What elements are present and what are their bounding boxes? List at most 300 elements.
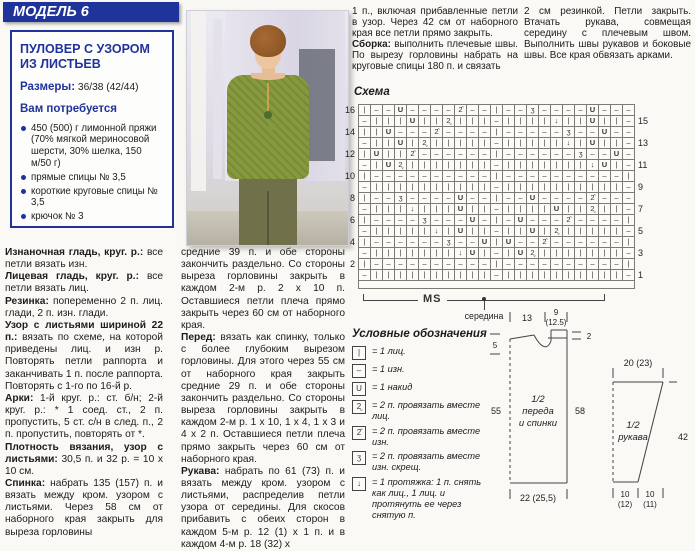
chart-cell: | — [407, 270, 419, 281]
chart-cell: 2̬ — [587, 204, 599, 215]
chart-cell: | — [371, 270, 383, 281]
chart-cell: | — [431, 160, 443, 171]
chart-cell: | — [503, 248, 515, 259]
chart-cell: U — [587, 105, 599, 116]
chart-cell: | — [371, 138, 383, 149]
chart-cell: | — [515, 160, 527, 171]
chart-cell: | — [503, 226, 515, 237]
body-bottom-measure: 22 (25,5) — [519, 493, 557, 503]
chart-cell: – — [503, 193, 515, 204]
chart-cell: – — [395, 171, 407, 182]
chart-cell: | — [539, 204, 551, 215]
body-neck-measure-alt: (12.5) — [545, 318, 567, 327]
chart-cell: – — [527, 171, 539, 182]
sleeve-bottom-outer-measure: 10 — [645, 490, 655, 499]
chart-cell: | — [443, 138, 455, 149]
pattern-paragraph: Изнаночная гладь, круг. р.: все петли вязать изн. — [5, 247, 163, 271]
sleeve-bottom-inner-measure: (12) — [617, 500, 633, 509]
chart-cell: 2̬ — [395, 160, 407, 171]
chart-cell: | — [467, 116, 479, 127]
chart-row — [336, 138, 657, 149]
chart-cell: – — [491, 182, 503, 193]
sleeve-piece-label: рукава — [618, 432, 648, 443]
chart-cell: – — [359, 270, 371, 281]
chart-row-number-left — [336, 204, 359, 215]
paragraph-lead: Лицевая гладь, круг. р.: — [5, 271, 147, 283]
chart-cell: – — [443, 215, 455, 226]
chart-cell: | — [419, 204, 431, 215]
chart-cell: | — [491, 259, 503, 270]
chart-row-number-right — [635, 127, 658, 138]
chart-row-number-left: 10 — [344, 171, 355, 181]
chart-cell: – — [623, 116, 635, 127]
chart-cell: – — [383, 193, 395, 204]
chart-cell: – — [467, 171, 479, 182]
chart-cell: – — [539, 259, 551, 270]
legend-label: = 1 изн. — [372, 364, 405, 374]
chart-cell: – — [407, 259, 419, 270]
chart-cell: – — [539, 149, 551, 160]
chart-cell: | — [479, 182, 491, 193]
chart-cell: | — [443, 182, 455, 193]
chart-row-number-left — [336, 160, 359, 171]
chart-cell: | — [539, 160, 551, 171]
body-shoulder-measure: 13 — [521, 313, 533, 323]
chart-cell: – — [575, 215, 587, 226]
chart-cell: – — [371, 215, 383, 226]
chart-cell: – — [539, 215, 551, 226]
chart-row — [336, 182, 657, 193]
body-piece-label: переда — [522, 406, 554, 417]
legend-label: = 2 п. провязать вместе лиц. — [372, 400, 481, 421]
chart-cell: | — [395, 116, 407, 127]
legend-label: = 2 п. провязать вместе изн. скрещ. — [372, 451, 481, 473]
chart-cell: – — [443, 259, 455, 270]
model-necklace — [267, 83, 269, 113]
chart-row — [336, 226, 657, 237]
chart-cell: – — [479, 127, 491, 138]
chart-cell: | — [419, 248, 431, 259]
chart-cell: – — [515, 193, 527, 204]
pattern-paragraph: Узор с листьями шириной 22 п.: вязать по схеме, на которой приведены лиц. и изн р. Повторять петли раппорта и заканчивать 1 п. после раппорта. Повторять с 1-го по 16-й р. — [5, 319, 163, 392]
chart-cell: | — [515, 204, 527, 215]
chart-row-number-right: 13 — [638, 138, 649, 148]
chart-cell: – — [575, 193, 587, 204]
chart-row — [336, 127, 657, 138]
sleeve-piece-label: 1/2 — [626, 420, 640, 431]
body-right-measure: 58 — [574, 406, 586, 416]
chart-cell: – — [407, 105, 419, 116]
pattern-paragraph: Резинка: попеременно 2 п. лиц. глади, 2 п. изн. глади. — [5, 295, 163, 319]
chart-cell: | — [371, 116, 383, 127]
chart-cell: | — [491, 149, 503, 160]
chart-cell: – — [491, 138, 503, 149]
chart-row-number-right: 1 — [638, 270, 644, 280]
chart-cell: – — [515, 149, 527, 160]
chart-cell: | — [503, 182, 515, 193]
chart-cell: – — [611, 237, 623, 248]
chart-cell: – — [599, 215, 611, 226]
chart-cell: | — [431, 204, 443, 215]
chart-cell: | — [443, 248, 455, 259]
pattern-paragraph: Рукава: набрать по 61 (73) п. и вязать между кром. узором с листьями, распределив петли узора от середины. Для скосов прибавить с обеих сторон в каждом 5-м р. 12 (1) х 1 п. и в каждом 4-м р. 18 (32) х — [181, 465, 346, 550]
chart-cell: – — [359, 138, 371, 149]
body-left-measure: 55 — [490, 406, 502, 416]
chart-cell: 2̂ — [407, 149, 419, 160]
chart-cell: | — [359, 193, 371, 204]
chart-cell: – — [359, 204, 371, 215]
knitting-chart — [336, 104, 657, 289]
chart-cell: | — [563, 160, 575, 171]
chart-row-number-left: 8 — [349, 193, 355, 203]
chart-cell: | — [491, 215, 503, 226]
chart-row-number-left: 16 — [344, 105, 355, 115]
chart-cell: U — [395, 138, 407, 149]
chart-cell: | — [563, 116, 575, 127]
chart-cell: – — [587, 259, 599, 270]
chart-cell: – — [395, 215, 407, 226]
chart-cell: | — [491, 237, 503, 248]
chart-cell: | — [539, 116, 551, 127]
chart-cell: U — [455, 226, 467, 237]
legend-label: = 2 п. провязать вместе изн. — [372, 425, 481, 447]
chart-cell: – — [611, 259, 623, 270]
sleeve-top-measure: 20 (23) — [623, 358, 653, 368]
chart-cell: | — [623, 237, 635, 248]
chart-cell: – — [419, 171, 431, 182]
chart-cell: U — [515, 248, 527, 259]
chart-row-number-right — [635, 259, 658, 270]
chart-row-number-left: 2 — [349, 259, 355, 269]
bullet-icon — [21, 189, 26, 194]
pattern-paragraph: средние 39 п. и обе стороны закончить раздельно. Со стороны выреза горловины закрыть в каждом 2-м р. 2 х 10 п. Оставшиеся петли плеча прямо закрыть через 60 см от наборного края. — [181, 247, 345, 331]
chart-cell: | — [575, 160, 587, 171]
body-piece-label: и спинки — [518, 418, 558, 429]
center-marker-line — [484, 301, 485, 310]
chart-cell: – — [623, 127, 635, 138]
chart-cell: | — [599, 248, 611, 259]
chart-cell: – — [371, 193, 383, 204]
chart-cell: – — [563, 259, 575, 270]
chart-cell: | — [383, 182, 395, 193]
pattern-title: ПУЛОВЕР С УЗОРОМ ИЗ ЛИСТЬЕВ — [20, 42, 150, 71]
chart-cell: | — [419, 270, 431, 281]
chart-cell: | — [611, 270, 623, 281]
chart-cell: | — [551, 182, 563, 193]
chart-row-number-right: 9 — [638, 182, 644, 192]
chart-cell: – — [383, 105, 395, 116]
chart-cell: ↓ — [587, 160, 599, 171]
chart-cell: ↓ — [431, 226, 443, 237]
chart-cell: | — [383, 116, 395, 127]
chart-cell: | — [371, 182, 383, 193]
chart-cell: – — [407, 193, 419, 204]
materials-list — [20, 123, 164, 224]
paragraph-lead: Рукава: — [181, 465, 225, 477]
chart-cell: U — [455, 204, 467, 215]
chart-row-number-left — [336, 248, 359, 259]
chart-cell: – — [599, 237, 611, 248]
chart-row-number-left: 12 — [344, 149, 355, 159]
pattern-paragraph: Спинка: набрать 135 (157) п. и вязать между кром. узором с листьями. Через 58 см от наборного края закрыть для выреза горловины — [5, 477, 163, 538]
chart-row-number-left — [336, 116, 359, 127]
chart-cell: | — [371, 127, 383, 138]
chart-cell: ʒ — [563, 127, 575, 138]
chart-cell: | — [395, 248, 407, 259]
chart-cell: | — [575, 248, 587, 259]
chart-cell: – — [611, 105, 623, 116]
chart-cell: | — [611, 160, 623, 171]
chart-cell: – — [383, 237, 395, 248]
chart-cell: | — [503, 160, 515, 171]
chart-cell: – — [623, 248, 635, 259]
chart-row — [336, 270, 657, 281]
chart-cell: U — [611, 149, 623, 160]
chart-cell: – — [431, 237, 443, 248]
pattern-paragraph: Сборка: выполнить плечевые швы. По вырезу горловины набрать на круговые спицы 180 п. и связать — [352, 39, 518, 72]
model-necklace-pendant — [264, 111, 272, 119]
chart-cell: – — [611, 215, 623, 226]
chart-cell: | — [539, 248, 551, 259]
chart-cell: | — [467, 226, 479, 237]
chart-cell: 2̂ — [587, 193, 599, 204]
chart-row-number-left — [336, 270, 359, 281]
chart-cell: | — [539, 226, 551, 237]
chart-cell: 2̂ — [539, 237, 551, 248]
chart-cell: – — [443, 193, 455, 204]
chart-cell: – — [455, 237, 467, 248]
chart-cell: 2̬ — [527, 248, 539, 259]
chart-row-number-right — [635, 105, 658, 116]
chart-cell: – — [563, 193, 575, 204]
legend-symbol-icon: 2̂ — [352, 426, 366, 440]
chart-cell: U — [587, 138, 599, 149]
chart-cell: – — [503, 127, 515, 138]
chart-cell: – — [575, 171, 587, 182]
chart-row-number-right — [635, 149, 658, 160]
chart-cell: – — [539, 193, 551, 204]
chart-cell: – — [467, 149, 479, 160]
chart-cell: – — [443, 149, 455, 160]
chart-cell: – — [407, 215, 419, 226]
chart-cell: U — [467, 215, 479, 226]
chart-cell: – — [551, 215, 563, 226]
chart-cell: | — [623, 259, 635, 270]
chart-cell: – — [599, 193, 611, 204]
pattern-paragraph: Арки: 1-й круг. р.: ст. б/н; 2-й круг. р.: * 1 соед. ст., 2 п. пропустить, 5 ст. с/н в след. п., 2 п. пропустить, повторять от *. — [5, 392, 163, 441]
chart-cell: – — [491, 226, 503, 237]
storefront-pillar — [213, 19, 222, 179]
chart-cell: | — [575, 116, 587, 127]
chart-cell: – — [359, 182, 371, 193]
chart-cell: | — [431, 248, 443, 259]
text-column-1 — [5, 247, 163, 539]
chart-cell: | — [551, 160, 563, 171]
chart-row-number-right: 7 — [638, 204, 644, 214]
legend-symbol-icon: U — [352, 382, 366, 396]
chart-cell: – — [407, 171, 419, 182]
chart-cell: | — [479, 226, 491, 237]
chart-cell: 2̂ — [563, 215, 575, 226]
materials-heading: Вам потребуется — [20, 102, 118, 115]
chart-cell: | — [359, 105, 371, 116]
ms-bracket-tick — [604, 294, 605, 301]
material-item: прямые спицы № 3,5 — [20, 172, 164, 184]
body-band-measure: 2 — [586, 332, 592, 341]
chart-cell: 2̬ — [443, 116, 455, 127]
chart-cell: – — [443, 127, 455, 138]
chart-cell: U — [383, 127, 395, 138]
chart-cell: | — [383, 204, 395, 215]
chart-cell: – — [491, 204, 503, 215]
bullet-icon — [21, 214, 26, 219]
ms-label: MS — [418, 293, 447, 305]
chart-cell: – — [491, 248, 503, 259]
legend-item — [352, 400, 494, 422]
chart-cell: | — [527, 204, 539, 215]
chart-cell: | — [575, 270, 587, 281]
chart-cell: – — [503, 149, 515, 160]
chart-cell: U — [551, 204, 563, 215]
chart-cell: | — [455, 116, 467, 127]
chart-cell: | — [551, 138, 563, 149]
material-item: крючок № 3 — [20, 211, 164, 223]
chart-grid — [336, 105, 657, 289]
chart-cell: | — [371, 226, 383, 237]
body-neckdrop-measure: 5 — [492, 341, 498, 350]
chart-cell: | — [467, 270, 479, 281]
chart-cell: ↓ — [455, 248, 467, 259]
legend-symbol-icon: ↓ — [352, 477, 366, 491]
chart-cell: | — [467, 160, 479, 171]
chart-cell: | — [479, 270, 491, 281]
paragraph-lead: Спинка: — [5, 477, 51, 489]
chart-cell: | — [599, 138, 611, 149]
chart-cell: U — [503, 237, 515, 248]
chart-cell: – — [623, 270, 635, 281]
chart-cell: | — [575, 182, 587, 193]
chart-cell: – — [587, 149, 599, 160]
chart-cell: ʒ — [419, 215, 431, 226]
chart-cell: | — [611, 204, 623, 215]
chart-cell: | — [515, 182, 527, 193]
chart-row — [336, 149, 657, 160]
chart-cell: ʒ — [527, 105, 539, 116]
chart-cell: | — [443, 226, 455, 237]
chart-cell: – — [467, 105, 479, 116]
chart-cell: – — [551, 105, 563, 116]
chart-cell: | — [587, 182, 599, 193]
chart-cell: – — [455, 171, 467, 182]
chart-cell: – — [479, 105, 491, 116]
chart-row-number-right — [635, 237, 658, 248]
chart-cell: | — [431, 116, 443, 127]
chart-cell: | — [359, 237, 371, 248]
chart-cell: | — [527, 160, 539, 171]
storefront-pillar — [191, 11, 206, 191]
chart-cell: – — [479, 259, 491, 270]
chart-cell: | — [611, 138, 623, 149]
chart-cell: | — [563, 226, 575, 237]
chart-cell: – — [515, 259, 527, 270]
chart-cell: | — [599, 204, 611, 215]
chart-cell: – — [551, 171, 563, 182]
model-necklace-pendant — [269, 123, 276, 130]
chart-cell: – — [575, 259, 587, 270]
chart-cell: | — [431, 270, 443, 281]
chart-cell: | — [395, 182, 407, 193]
chart-cell: – — [491, 116, 503, 127]
chart-cell: – — [443, 171, 455, 182]
chart-cell: – — [527, 127, 539, 138]
chart-cell: U — [587, 116, 599, 127]
chart-row-number-left: 6 — [349, 215, 355, 225]
chart-cell: – — [491, 160, 503, 171]
chart-cell: – — [551, 259, 563, 270]
chart-cell: – — [623, 226, 635, 237]
chart-cell: – — [599, 171, 611, 182]
chart-cell: – — [539, 105, 551, 116]
chart-cell: | — [383, 270, 395, 281]
material-item: 450 (500) г лимонной пряжи (70% мягкой мериносовой шерсти, 30% шелка, 150 м/50 г) — [20, 123, 164, 170]
chart-row — [336, 116, 657, 127]
legend-symbol-icon: | — [352, 346, 366, 360]
chart-cell: | — [491, 171, 503, 182]
chart-cell: – — [563, 171, 575, 182]
chart-cell: – — [431, 193, 443, 204]
text-column-3 — [352, 6, 518, 72]
chart-cell: – — [587, 237, 599, 248]
chart-cell: | — [383, 248, 395, 259]
chart-cell: – — [455, 215, 467, 226]
chart-cell: | — [515, 116, 527, 127]
legend-item — [352, 477, 494, 520]
chart-row-number-right: 3 — [638, 248, 644, 258]
chart-cell: | — [479, 138, 491, 149]
legend-item — [352, 346, 494, 360]
chart-cell: | — [419, 226, 431, 237]
chart-row — [336, 237, 657, 248]
chart-cell: – — [467, 237, 479, 248]
chart-cell: | — [395, 270, 407, 281]
paragraph-lead: Сборка: — [352, 39, 395, 50]
chart-row-number-left — [336, 182, 359, 193]
chart-cell: 2̬ — [551, 226, 563, 237]
chart-cell: U — [455, 193, 467, 204]
chart-cell: | — [395, 226, 407, 237]
chart-cell: – — [371, 259, 383, 270]
chart-cell: ʒ — [395, 193, 407, 204]
chart-cell: – — [563, 149, 575, 160]
chart-cell: – — [407, 127, 419, 138]
chart-cell: U — [383, 160, 395, 171]
chart-cell: – — [371, 105, 383, 116]
chart-cell: | — [383, 226, 395, 237]
chart-cell: | — [587, 270, 599, 281]
chart-cell: | — [359, 259, 371, 270]
chart-cell: – — [599, 149, 611, 160]
chart-cell: – — [479, 215, 491, 226]
chart-cell: | — [443, 160, 455, 171]
chart-cell: – — [419, 149, 431, 160]
chart-cell: – — [551, 237, 563, 248]
chart-cell: | — [587, 248, 599, 259]
legend-symbol-icon: – — [352, 364, 366, 378]
chart-cell: – — [599, 259, 611, 270]
chart-cell: | — [359, 127, 371, 138]
legend-symbol-icon: 2̬ — [352, 400, 366, 414]
chart-row-number-left: 4 — [349, 237, 355, 247]
